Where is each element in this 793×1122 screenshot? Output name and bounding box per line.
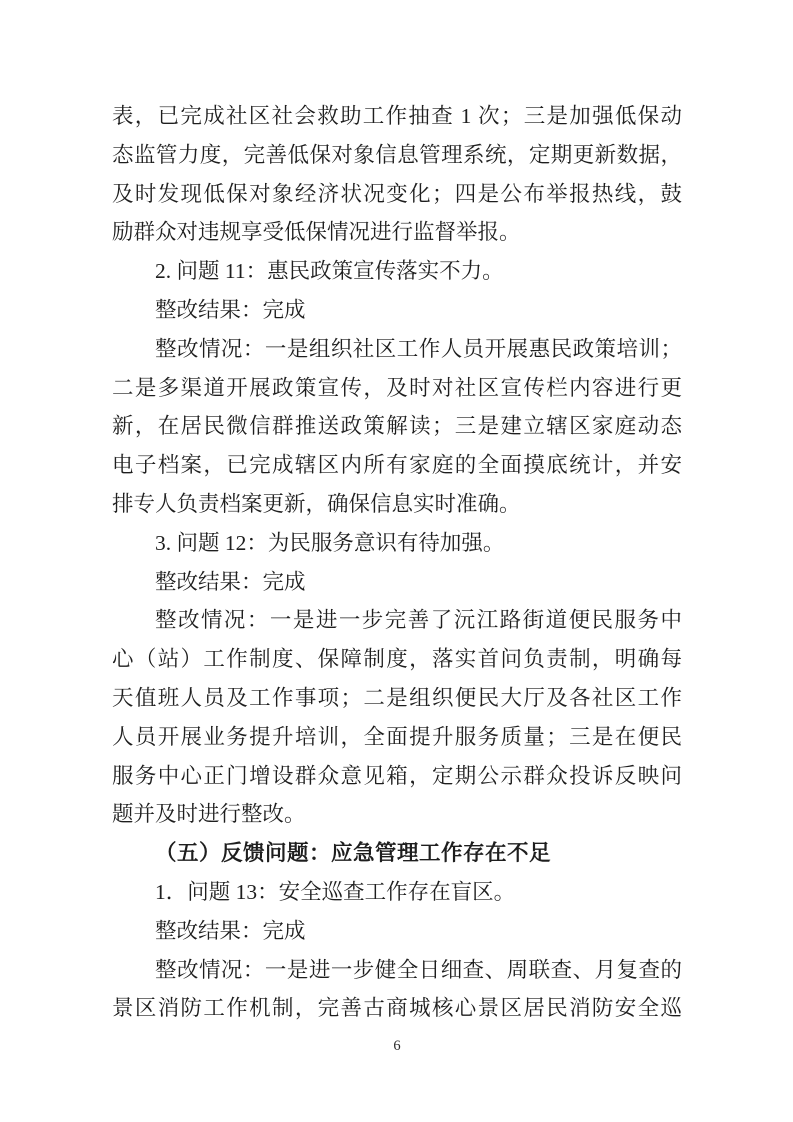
text-line: 电子档案，已完成辖区内所有家庭的全面摸底统计，并安 bbox=[112, 453, 682, 478]
problem-12-title: 3. 问题 12：为民服务意识有待加强。 bbox=[155, 530, 505, 555]
text-line: 新，在居民微信群推送政策解读；三是建立辖区家庭动态 bbox=[112, 414, 682, 439]
problem-13-title: 1．问题 13：安全巡查工作存在盲区。 bbox=[155, 879, 516, 904]
text-line: 整改情况：一是组织社区工作人员开展惠民政策培训； bbox=[155, 336, 682, 361]
result-line: 整改结果：完成 bbox=[155, 918, 306, 943]
section-heading: （五）反馈问题：应急管理工作存在不足 bbox=[155, 841, 552, 866]
page-number: 6 bbox=[393, 1038, 401, 1054]
text-line: 题并及时进行整改。 bbox=[112, 802, 306, 827]
text-line: 整改情况：一是进一步健全日细查、周联查、月复查的 bbox=[155, 957, 682, 982]
result-line: 整改结果：完成 bbox=[155, 297, 306, 322]
text-line: 服务中心正门增设群众意见箱，定期公示群众投诉反映问 bbox=[112, 763, 682, 788]
text-line: 及时发现低保对象经济状况变化；四是公布举报热线，鼓 bbox=[112, 181, 682, 206]
problem-11-title: 2. 问题 11：惠民政策宣传落实不力。 bbox=[155, 259, 504, 284]
result-line: 整改结果：完成 bbox=[155, 569, 306, 594]
text-line: 天值班人员及工作事项；二是组织便民大厅及各社区工作 bbox=[112, 685, 682, 710]
text-line: 人员开展业务提升培训，全面提升服务质量；三是在便民 bbox=[112, 724, 682, 749]
text-line: 励群众对违规享受低保情况进行监督举报。 bbox=[112, 220, 521, 245]
text-line: 心（站）工作制度、保障制度，落实首问负责制，明确每 bbox=[112, 647, 682, 672]
text-line: 排专人负责档案更新，确保信息实时准确。 bbox=[112, 491, 521, 516]
text-line: 二是多渠道开展政策宣传，及时对社区宣传栏内容进行更 bbox=[112, 375, 682, 400]
document-body bbox=[112, 97, 682, 1028]
text-line: 景区消防工作机制，完善古商城核心景区居民消防安全巡 bbox=[112, 996, 682, 1021]
text-line: 态监管力度，完善低保对象信息管理系统，定期更新数据， bbox=[112, 142, 682, 167]
text-line: 表，已完成社区社会救助工作抽查 1 次；三是加强低保动 bbox=[112, 104, 682, 128]
text-line: 整改情况：一是进一步完善了沅江路街道便民服务中 bbox=[155, 608, 682, 633]
